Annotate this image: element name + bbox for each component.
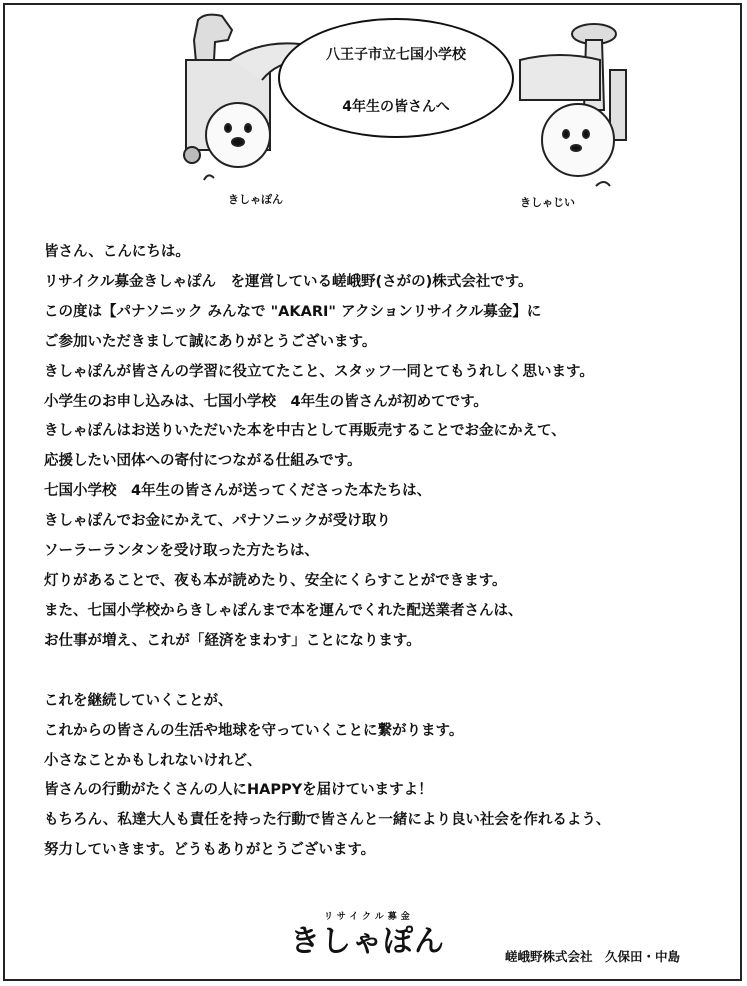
title-oval — [278, 18, 514, 138]
letter-line: 七国小学校 4年生の皆さんが送ってくださった本たちは、 — [44, 483, 432, 500]
logo-subtitle: リサイクル募金 — [324, 912, 414, 922]
kishajii-train-icon — [520, 24, 626, 186]
signature: 嵯峨野株式会社 久保田・中島 — [505, 949, 681, 964]
right-character-name: きしゃじい — [520, 196, 575, 209]
letter-line: もちろん、私達大人も責任を持った行動で皆さんと一緒により良い社会を作れるよう、 — [44, 812, 611, 829]
letter-line: これを継続していくことが、 — [44, 692, 233, 709]
letter-line: 皆さん、こんにちは。 — [44, 244, 190, 260]
addressee: 4年生の皆さんへ — [342, 99, 450, 115]
left-character-name: きしゃぽん — [228, 193, 283, 206]
letter-line: きしゃぽんでお金にかえて、パナソニックが受け取り — [44, 513, 391, 530]
letter-line: ソーラーランタンを受け取った方たちは、 — [44, 543, 319, 560]
letter-line: この度は【パナソニック みんなで "AKARI" アクションリサイクル募金】に — [44, 303, 542, 320]
letter-line: きしゃぽんが皆さんの学習に役立てたこと、スタッフ一同とてもうれしく思います。 — [44, 363, 594, 380]
letter-line: ご参加いただきまして誠にありがとうございます。 — [44, 333, 377, 350]
letter-line: 応援したい団体への寄付につながる仕組みです。 — [44, 453, 362, 470]
letter-line: 小さなことかもしれないけれど、 — [44, 752, 262, 769]
letter-line: これからの皆さんの生活や地球を守っていくことに繋がります。 — [44, 722, 464, 739]
letter-line: 小学生のお申し込みは、七国小学校 4年生の皆さんが初めてです。 — [44, 393, 488, 410]
letter-body — [44, 238, 724, 866]
school-name: 八王子市立七国小学校 — [326, 47, 466, 63]
letter-line: 灯りがあることで、夜も本が読めたり、安全にくらすことができます。 — [44, 572, 507, 589]
letter-line: 努力していきます。どうもありがとうございます。 — [44, 842, 376, 859]
paragraph-gap — [44, 657, 724, 687]
letter-line: 皆さんの行動がたくさんの人にHAPPYを届けていますよ！ — [44, 782, 433, 799]
letter-line: また、七国小学校からきしゃぽんまで本を運んでくれた配送業者さんは、 — [44, 602, 523, 619]
kishapon-logo: きしゃぽん — [290, 924, 445, 959]
letter-line: きしゃぽんはお送りいただいた本を中古として再販売することでお金にかえて、 — [44, 423, 566, 440]
letter-line: リサイクル募金きしゃぽん を運営している嵯峨野(さがの)株式会社です。 — [44, 273, 533, 290]
letter-line: お仕事が増え、これが「経済をまわす」ことになります。 — [44, 632, 421, 649]
